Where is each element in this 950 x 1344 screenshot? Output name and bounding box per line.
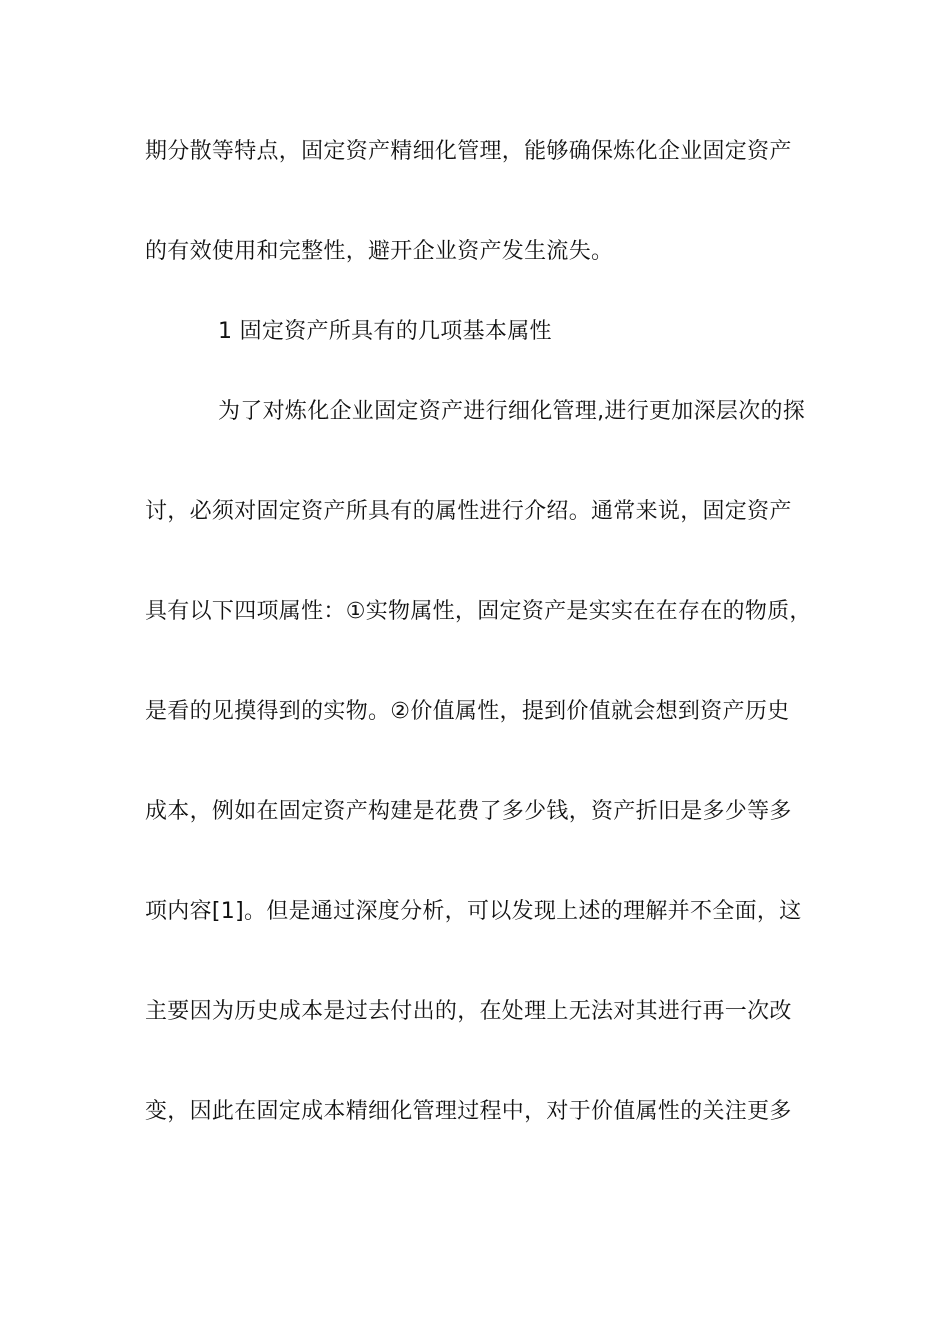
section-heading: 1 固定资产所具有的几项基本属性	[218, 319, 552, 344]
paragraph-line: 的有效使用和完整性，避开企业资产发生流失。	[145, 239, 614, 264]
paragraph-line: 变，因此在固定成本精细化管理过程中，对于价值属性的关注更多	[145, 1099, 792, 1124]
paragraph-line: 讨，必须对固定资产所具有的属性进行介绍。通常来说，固定资产	[145, 499, 792, 524]
paragraph-line: 为了对炼化企业固定资产进行细化管理,进行更加深层次的探	[218, 399, 806, 424]
paragraph-line: 项内容[1]。但是通过深度分析，可以发现上述的理解并不全面，这	[145, 899, 802, 924]
paragraph-line: 成本，例如在固定资产构建是花费了多少钱，资产折旧是多少等多	[145, 799, 792, 824]
paragraph-line: 是看的见摸得到的实物。②价值属性，提到价值就会想到资产历史	[145, 699, 790, 724]
paragraph-line: 具有以下四项属性：①实物属性，固定资产是实实在在存在的物质，	[145, 599, 812, 624]
paragraph-line: 期分散等特点，固定资产精细化管理，能够确保炼化企业固定资产	[145, 139, 792, 164]
paragraph-line: 主要因为历史成本是过去付出的，在处理上无法对其进行再一次改	[145, 999, 792, 1024]
